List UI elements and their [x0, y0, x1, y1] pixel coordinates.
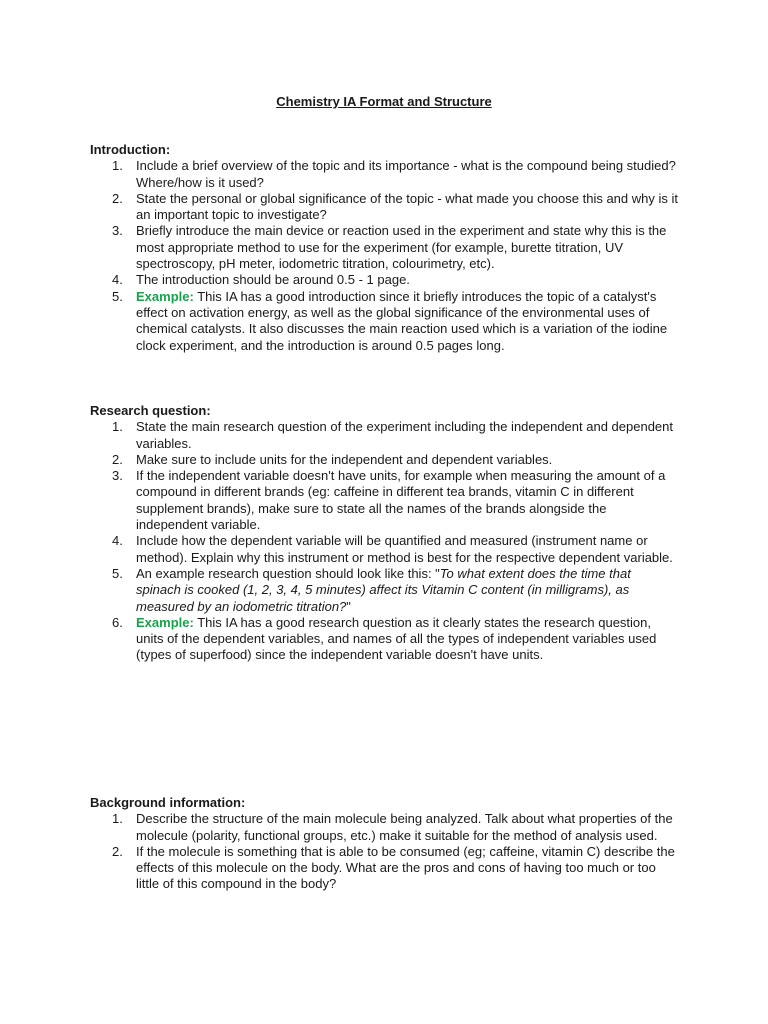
list-number: 1.: [112, 158, 123, 174]
list-item: [90, 468, 678, 533]
background-list: [90, 811, 690, 892]
list-number: 4.: [112, 533, 123, 549]
list-number: 1.: [112, 419, 123, 435]
list-item: [90, 566, 678, 615]
list-number: 1.: [112, 811, 123, 827]
example-label: Example:: [136, 614, 194, 630]
list-item-text: Describe the structure of the main molecule being analyzed. Talk about what properties of the molecule (polarity, functional groups, etc.) make it suitable for the method of analysis used.: [136, 811, 673, 843]
list-item-text: Make sure to include units for the independent and dependent variables.: [136, 451, 553, 467]
list-item-text: This IA has a good introduction since it briefly introduces the topic of a catalyst's effect on activation energy, as well as the global significance of the environmental uses of chemical catalysts. It also discusses the main reaction used which is a variation of the iodine clock experiment, and the introduction is around 0.5 pages long.: [136, 288, 668, 353]
research-question-list: [90, 419, 690, 663]
list-number: 2.: [112, 451, 123, 467]
list-item-text: An example research question should look like this: ": [136, 565, 440, 581]
list-item-text: Briefly introduce the main device or reaction used in the experiment and state why this is the most appropriate method to use for the experiment (for example, burette titration, UV spectroscopy, pH meter, iodometric titration, colourimetry, etc).: [136, 223, 667, 272]
list-item: [90, 811, 678, 844]
introduction-heading: Introduction:: [90, 142, 171, 157]
list-item-text: State the personal or global significance of the topic - what made you choose this and why is it an important topic to investigate?: [136, 190, 678, 223]
research-question-heading: Research question:: [90, 403, 211, 418]
list-number: 3.: [112, 468, 123, 484]
example-label: Example:: [136, 288, 194, 304]
list-item-text: Include how the dependent variable will be quantified and measured (instrument name or method). Explain why this instrument or method is best for the respective dependent variable.: [136, 533, 673, 565]
list-number: 5.: [112, 565, 123, 581]
list-item-text: This IA has a good research question as it clearly states the research question, units of the dependent variables, and names of all the types of independent variables used (types of superfood) since the independent variable doesn't have units.: [136, 614, 657, 663]
list-item: [90, 289, 678, 354]
background-heading: Background information:: [90, 795, 246, 810]
list-item-text: State the main research question of the experiment including the independent and dependent variables.: [136, 419, 673, 451]
list-item-text: If the independent variable doesn't have units, for example when measuring the amount of a compound in different brands (eg: caffeine in different tea brands, vitamin C in different supplement brands), make sure to state all the names of the brands alongside the independent variable.: [136, 468, 666, 533]
list-item-text: The introduction should be around 0.5 - 1 page.: [136, 272, 410, 288]
list-number: 3.: [112, 223, 123, 239]
closing-quote: ": [346, 598, 351, 614]
list-number: 2.: [112, 190, 123, 206]
introduction-list: [90, 158, 690, 354]
list-item: [90, 452, 678, 468]
list-number: 5.: [112, 288, 123, 304]
list-item-text: Include a brief overview of the topic and its importance - what is the compound being studied? Where/how is it used?: [136, 158, 676, 190]
list-item: [90, 158, 678, 191]
list-item: [90, 844, 678, 893]
list-number: 6.: [112, 614, 123, 630]
list-number: 2.: [112, 843, 123, 859]
list-item: [90, 272, 678, 288]
list-item: [90, 223, 678, 272]
document-title: Chemistry IA Format and Structure: [276, 94, 492, 109]
introduction-section: [90, 142, 690, 354]
background-section: [90, 795, 690, 893]
list-item-text: If the molecule is something that is able to be consumed (eg; caffeine, vitamin C) describe the effects of this molecule on the body. What are the pros and cons of having too much or too little of this compound in the body?: [136, 843, 675, 892]
list-item: [90, 191, 678, 224]
research-question-section: [90, 403, 690, 664]
list-item: [90, 533, 678, 566]
list-item: [90, 615, 678, 664]
example-research-question: To what extent does the time that spinach is cooked (1, 2, 3, 4, 5 minutes) affect its Vitamin C content (in milligrams), as measured by an iodometric titration?: [136, 565, 631, 614]
list-item: [90, 419, 678, 452]
list-number: 4.: [112, 272, 123, 288]
